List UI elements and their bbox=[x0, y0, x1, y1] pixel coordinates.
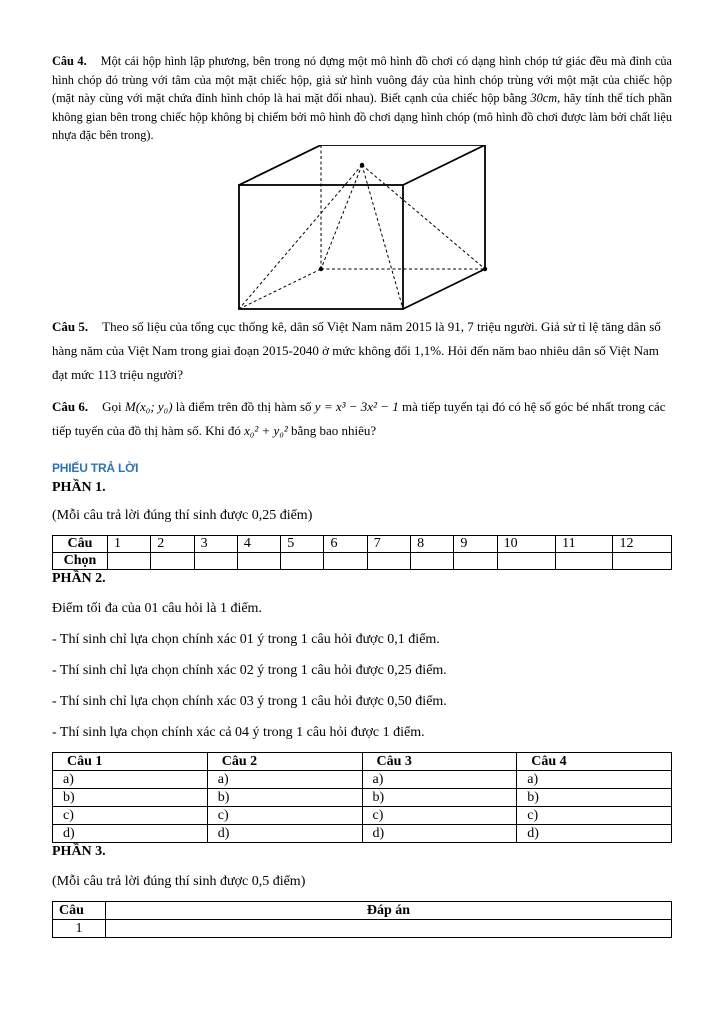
part-2-column-header: Câu 4 bbox=[517, 752, 672, 770]
part-3-row bbox=[53, 919, 672, 937]
part-2-rule: - Thí sinh chỉ lựa chọn chính xác 01 ý trong 1 câu hỏi được 0,1 điểm. bbox=[52, 631, 440, 647]
option-cell[interactable]: d) bbox=[53, 824, 208, 842]
part-1-heading: PHẦN 1. bbox=[52, 479, 106, 495]
question-number-cell: 10 bbox=[497, 535, 555, 552]
pyramid-edge-back-right bbox=[362, 165, 485, 269]
question-6-function: y = x³ − 3x² − 1 bbox=[314, 398, 399, 414]
cube-edge-top-left bbox=[239, 145, 321, 185]
question-5 bbox=[52, 315, 672, 387]
part-2-rule: - Thí sinh chỉ lựa chọn chính xác 03 ý trong 1 câu hỏi được 0,50 điểm. bbox=[52, 693, 447, 709]
question-5-text-4: triệu người? bbox=[119, 366, 183, 382]
question-4-text-2: , hãy tính thể tích phần không gian bên trong chiếc hộp không bị chiếm bởi mô hình đồ chơi dạng hình chóp (mô hình đồ chơi được làm bởi chất liệu nhựa đặc bên trong). bbox=[52, 91, 672, 143]
part-1-row-choice bbox=[53, 552, 672, 569]
answer-cell[interactable] bbox=[613, 552, 672, 569]
question-6-text-4: bằng bao nhiêu? bbox=[291, 422, 377, 438]
question-number-cell: 11 bbox=[556, 535, 613, 552]
cube-corner-point bbox=[483, 267, 487, 271]
question-5-target: 113 bbox=[97, 366, 117, 382]
option-cell[interactable]: b) bbox=[53, 788, 208, 806]
part-2-column-header: Câu 2 bbox=[207, 752, 362, 770]
answer-cell[interactable] bbox=[237, 552, 280, 569]
question-number-cell: 6 bbox=[324, 535, 367, 552]
answer-cell[interactable] bbox=[194, 552, 237, 569]
option-cell[interactable]: c) bbox=[53, 806, 208, 824]
pyramid-edge-front-right bbox=[362, 165, 403, 309]
cube-hidden-edge-left bbox=[239, 269, 321, 309]
cube-pyramid-figure bbox=[52, 145, 672, 313]
option-cell[interactable]: b) bbox=[207, 788, 362, 806]
answer-sheet-title: PHIẾU TRẢ LỜI bbox=[52, 460, 139, 475]
question-number-cell: 1 bbox=[108, 535, 151, 552]
question-number-cell: 3 bbox=[194, 535, 237, 552]
page bbox=[52, 52, 672, 938]
cube-pyramid-diagram bbox=[235, 145, 495, 311]
question-5-label: Câu 5. bbox=[52, 318, 89, 334]
question-5-text: Theo số liệu của tổng cục thống kê, dân số Việt Nam năm 2015 là bbox=[102, 318, 445, 334]
part-1-table bbox=[52, 535, 672, 570]
part-3-column-header: Câu bbox=[53, 901, 106, 919]
question-number-cell: 4 bbox=[237, 535, 280, 552]
pyramid-edge-front-left bbox=[239, 165, 362, 309]
answer-cell[interactable] bbox=[367, 552, 410, 569]
part-2-table bbox=[52, 752, 672, 843]
cube-edge-bottom-right bbox=[403, 269, 485, 309]
option-cell[interactable]: c) bbox=[517, 806, 672, 824]
part-2-row bbox=[53, 770, 672, 788]
option-cell[interactable]: c) bbox=[207, 806, 362, 824]
question-6-text: Gọi bbox=[102, 398, 122, 414]
question-5-text-2: triệu người. Giả sử tỉ lệ tăng dân số hàng năm của Việt Nam trong giai đoạn 2015-2040 ở mức không đổi bbox=[52, 318, 661, 358]
option-cell[interactable]: d) bbox=[207, 824, 362, 842]
part-2-heading: PHẦN 2. bbox=[52, 570, 106, 586]
pyramid-edge-back-left bbox=[321, 165, 362, 269]
part-3-column-header: Đáp án bbox=[106, 901, 672, 919]
question-6-expression: x₀² + y₀² bbox=[244, 422, 288, 438]
question-5-pop: 91, 7 bbox=[447, 318, 474, 334]
part-3-answer-cell[interactable] bbox=[106, 919, 672, 937]
question-4-edge: 30cm bbox=[530, 91, 558, 106]
question-5-rate: 1,1% bbox=[414, 342, 442, 358]
part-2-rule: Điểm tối đa của 01 câu hỏi là 1 điểm. bbox=[52, 600, 262, 616]
cube-corner-point bbox=[319, 267, 323, 271]
pyramid-apex-point bbox=[360, 163, 364, 167]
question-number-cell: 12 bbox=[613, 535, 672, 552]
question-6-text-3: mà tiếp tuyến tại đó có hệ số góc bé nhất trong các tiếp tuyến của đồ thị hàm số. Khi đó bbox=[52, 398, 666, 438]
option-cell[interactable]: a) bbox=[517, 770, 672, 788]
answer-cell[interactable] bbox=[497, 552, 555, 569]
question-4-label: Câu 4. bbox=[52, 54, 87, 68]
question-number-cell: 8 bbox=[411, 535, 454, 552]
part-3-heading: PHẦN 3. bbox=[52, 843, 106, 859]
question-6-label: Câu 6. bbox=[52, 398, 89, 414]
part-3-question-number: 1 bbox=[53, 919, 106, 937]
question-4 bbox=[52, 52, 672, 145]
part-1-row-question bbox=[53, 535, 672, 552]
answer-cell[interactable] bbox=[556, 552, 613, 569]
part-2-rule: - Thí sinh chỉ lựa chọn chính xác 02 ý trong 1 câu hỏi được 0,25 điểm. bbox=[52, 662, 447, 678]
part-2-rule: - Thí sinh lựa chọn chính xác cả 04 ý trong 1 câu hỏi được 1 điểm. bbox=[52, 724, 425, 740]
question-4-text: Một cái hộp hình lập phương, bên trong nó đựng một mô hình đồ chơi có dạng hình chóp tứ giác đều mà đỉnh của hình chóp đó trùng với tâm của một mặt chiếc hộp, giả sử hình vuông đáy của hình chóp trùng với một mặt của chiếc hộp (mặt này cùng với mặt chứa đỉnh hình chóp là hai mặt đối nhau). Biết cạnh của chiếc hộp bằng bbox=[52, 54, 672, 106]
option-cell[interactable]: c) bbox=[362, 806, 517, 824]
question-number-cell: 5 bbox=[281, 535, 324, 552]
question-number-cell: 2 bbox=[151, 535, 194, 552]
part-2-column-header: Câu 3 bbox=[362, 752, 517, 770]
part-2-row bbox=[53, 788, 672, 806]
option-cell[interactable]: a) bbox=[362, 770, 517, 788]
question-5-text-3: . Hỏi đến năm bao nhiêu dân số Việt Nam đạt mức bbox=[52, 342, 659, 382]
option-cell[interactable]: a) bbox=[207, 770, 362, 788]
part-2-row bbox=[53, 806, 672, 824]
part-3-table bbox=[52, 901, 672, 938]
cube-edge-top-right bbox=[403, 145, 485, 185]
question-6-point: M(x₀; y₀) bbox=[124, 398, 173, 414]
part-1-note: (Mỗi câu trả lời đúng thí sinh được 0,25 điểm) bbox=[52, 507, 313, 523]
part-3-header-row bbox=[53, 901, 672, 919]
question-6 bbox=[52, 395, 672, 443]
option-cell[interactable]: d) bbox=[517, 824, 672, 842]
part-2-header-row bbox=[53, 752, 672, 770]
answer-cell[interactable] bbox=[281, 552, 324, 569]
question-6-text-2: là điểm trên đồ thị hàm số bbox=[175, 398, 312, 414]
answer-cell[interactable] bbox=[411, 552, 454, 569]
answer-cell[interactable] bbox=[454, 552, 497, 569]
part-1-row-label: Chọn bbox=[53, 552, 108, 569]
question-number-cell: 7 bbox=[367, 535, 410, 552]
answer-cell[interactable] bbox=[151, 552, 194, 569]
option-cell[interactable]: d) bbox=[362, 824, 517, 842]
answer-cell[interactable] bbox=[108, 552, 151, 569]
part-1-row-label: Câu bbox=[53, 535, 108, 552]
option-cell[interactable]: b) bbox=[362, 788, 517, 806]
option-cell[interactable]: a) bbox=[53, 770, 208, 788]
part-2-column-header: Câu 1 bbox=[53, 752, 208, 770]
option-cell[interactable]: b) bbox=[517, 788, 672, 806]
answer-cell[interactable] bbox=[324, 552, 367, 569]
question-number-cell: 9 bbox=[454, 535, 497, 552]
part-2-row bbox=[53, 824, 672, 842]
part-3-note: (Mỗi câu trả lời đúng thí sinh được 0,5 điểm) bbox=[52, 873, 306, 889]
